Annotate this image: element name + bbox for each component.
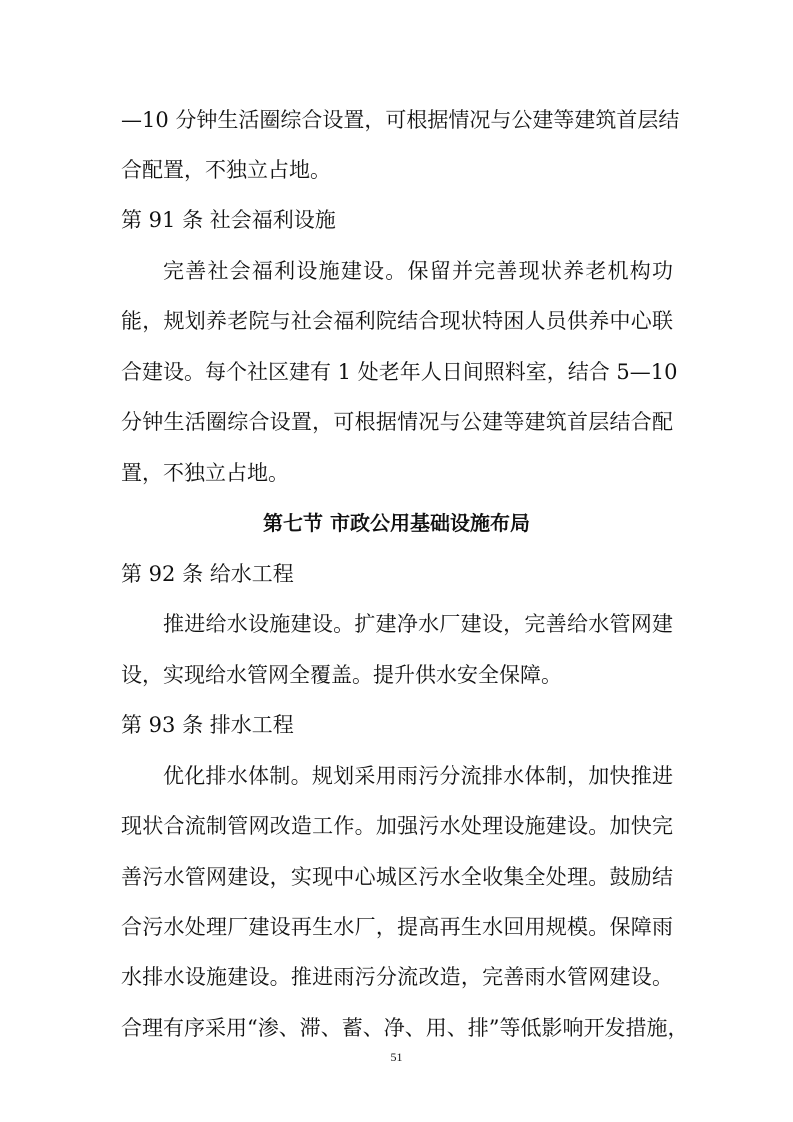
paragraph-line: 善污水管网建设，实现中心城区污水全收集全处理。鼓励结 [121,865,673,889]
section-heading: 第七节 市政公用基础设施布局 [263,511,530,535]
paragraph-line: 合污水处理厂建设再生水厂，提高再生水回用规模。保障雨 [121,915,673,939]
paragraph-line: 置，不独立占地。 [121,461,289,485]
article-91-heading: 第 91 条 社会福利设施 [121,208,336,232]
paragraph-line: 分钟生活圈综合设置，可根据情况与公建等建筑首层结合配 [121,410,673,434]
paragraph-line: 能，规划养老院与社会福利院结合现状特困人员供养中心联 [121,309,673,333]
paragraph-line: 合理有序采用“渗、滞、蓄、净、用、排”等低影响开发措施， [121,1016,689,1040]
paragraph-line: 合配置，不独立占地。 [121,158,331,182]
paragraph-line: 合建设。每个社区建有 1 处老年人日间照料室，结合 5—10 [121,360,678,384]
paragraph-line: 优化排水体制。规划采用雨污分流排水体制，加快推进 [163,764,673,788]
paragraph-line: 推进给水设施建设。扩建净水厂建设，完善给水管网建 [163,612,673,636]
paragraph-line: 完善社会福利设施建设。保留并完善现状养老机构功 [163,259,673,283]
page-number: 51 [390,1050,403,1064]
paragraph-line: 水排水设施建设。推进雨污分流改造，完善雨水管网建设。 [121,965,673,989]
paragraph-line: 现状合流制管网改造工作。加强污水处理设施建设。加快完 [121,814,673,838]
article-92-heading: 第 92 条 给水工程 [121,562,294,586]
paragraph-line: —10 分钟生活圈综合设置，可根据情况与公建等建筑首层结 [121,108,680,132]
paragraph-line: 设，实现给水管网全覆盖。提升供水安全保障。 [121,663,562,687]
article-93-heading: 第 93 条 排水工程 [121,713,294,737]
